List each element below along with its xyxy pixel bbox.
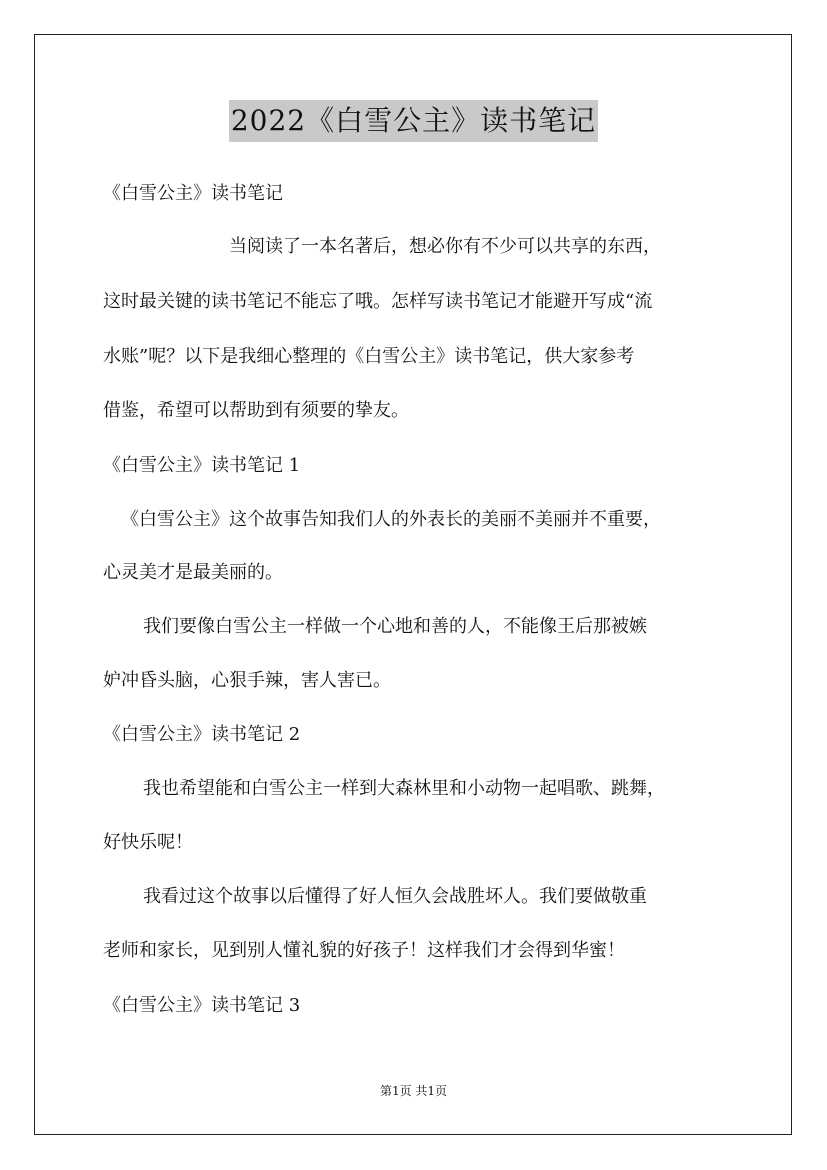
page-footer: 第1页 共1页 (379, 1084, 448, 1098)
heading-intro: 《白雪公主》读书笔记 (103, 183, 283, 204)
paragraph-line: 我们要像白雪公主一样做一个心地和善的人，不能像王后那被嫉 (143, 616, 647, 637)
paragraph-line: 这时最关键的读书笔记不能忘了哦。怎样写读书笔记才能避开写成“流 (103, 291, 653, 312)
section-heading-1: 《白雪公主》读书笔记 1 (103, 455, 301, 476)
paragraph-line: 《白雪公主》这个故事告知我们人的外表长的美丽不美丽并不重要， (121, 509, 661, 530)
document-title: 2022《白雪公主》读书笔记 (229, 100, 598, 142)
paragraph-line: 心灵美才是最美丽的。 (103, 562, 283, 583)
section-heading-3: 《白雪公主》读书笔记 3 (103, 995, 301, 1016)
paragraph-line: 老师和家长，见到别人懂礼貌的好孩子！这样我们才会得到华蜜！ (103, 940, 625, 961)
paragraph-line: 借鉴，希望可以帮助到有须要的挚友。 (103, 400, 409, 421)
paragraph-line: 我看过这个故事以后懂得了好人恒久会战胜坏人。我们要做敬重 (143, 886, 647, 907)
title-container (0, 100, 827, 142)
paragraph-line: 妒冲昏头脑，心狠手辣，害人害已。 (103, 670, 391, 691)
paragraph-line: 水账”呢？以下是我细心整理的《白雪公主》读书笔记，供大家参考 (103, 346, 635, 367)
paragraph-line: 当阅读了一本名著后，想必你有不少可以共享的东西， (229, 236, 661, 257)
paragraph-line: 好快乐呢！ (103, 832, 193, 853)
section-heading-2: 《白雪公主》读书笔记 2 (103, 724, 301, 745)
paragraph-line: 我也希望能和白雪公主一样到大森林里和小动物一起唱歌、跳舞， (143, 778, 665, 799)
